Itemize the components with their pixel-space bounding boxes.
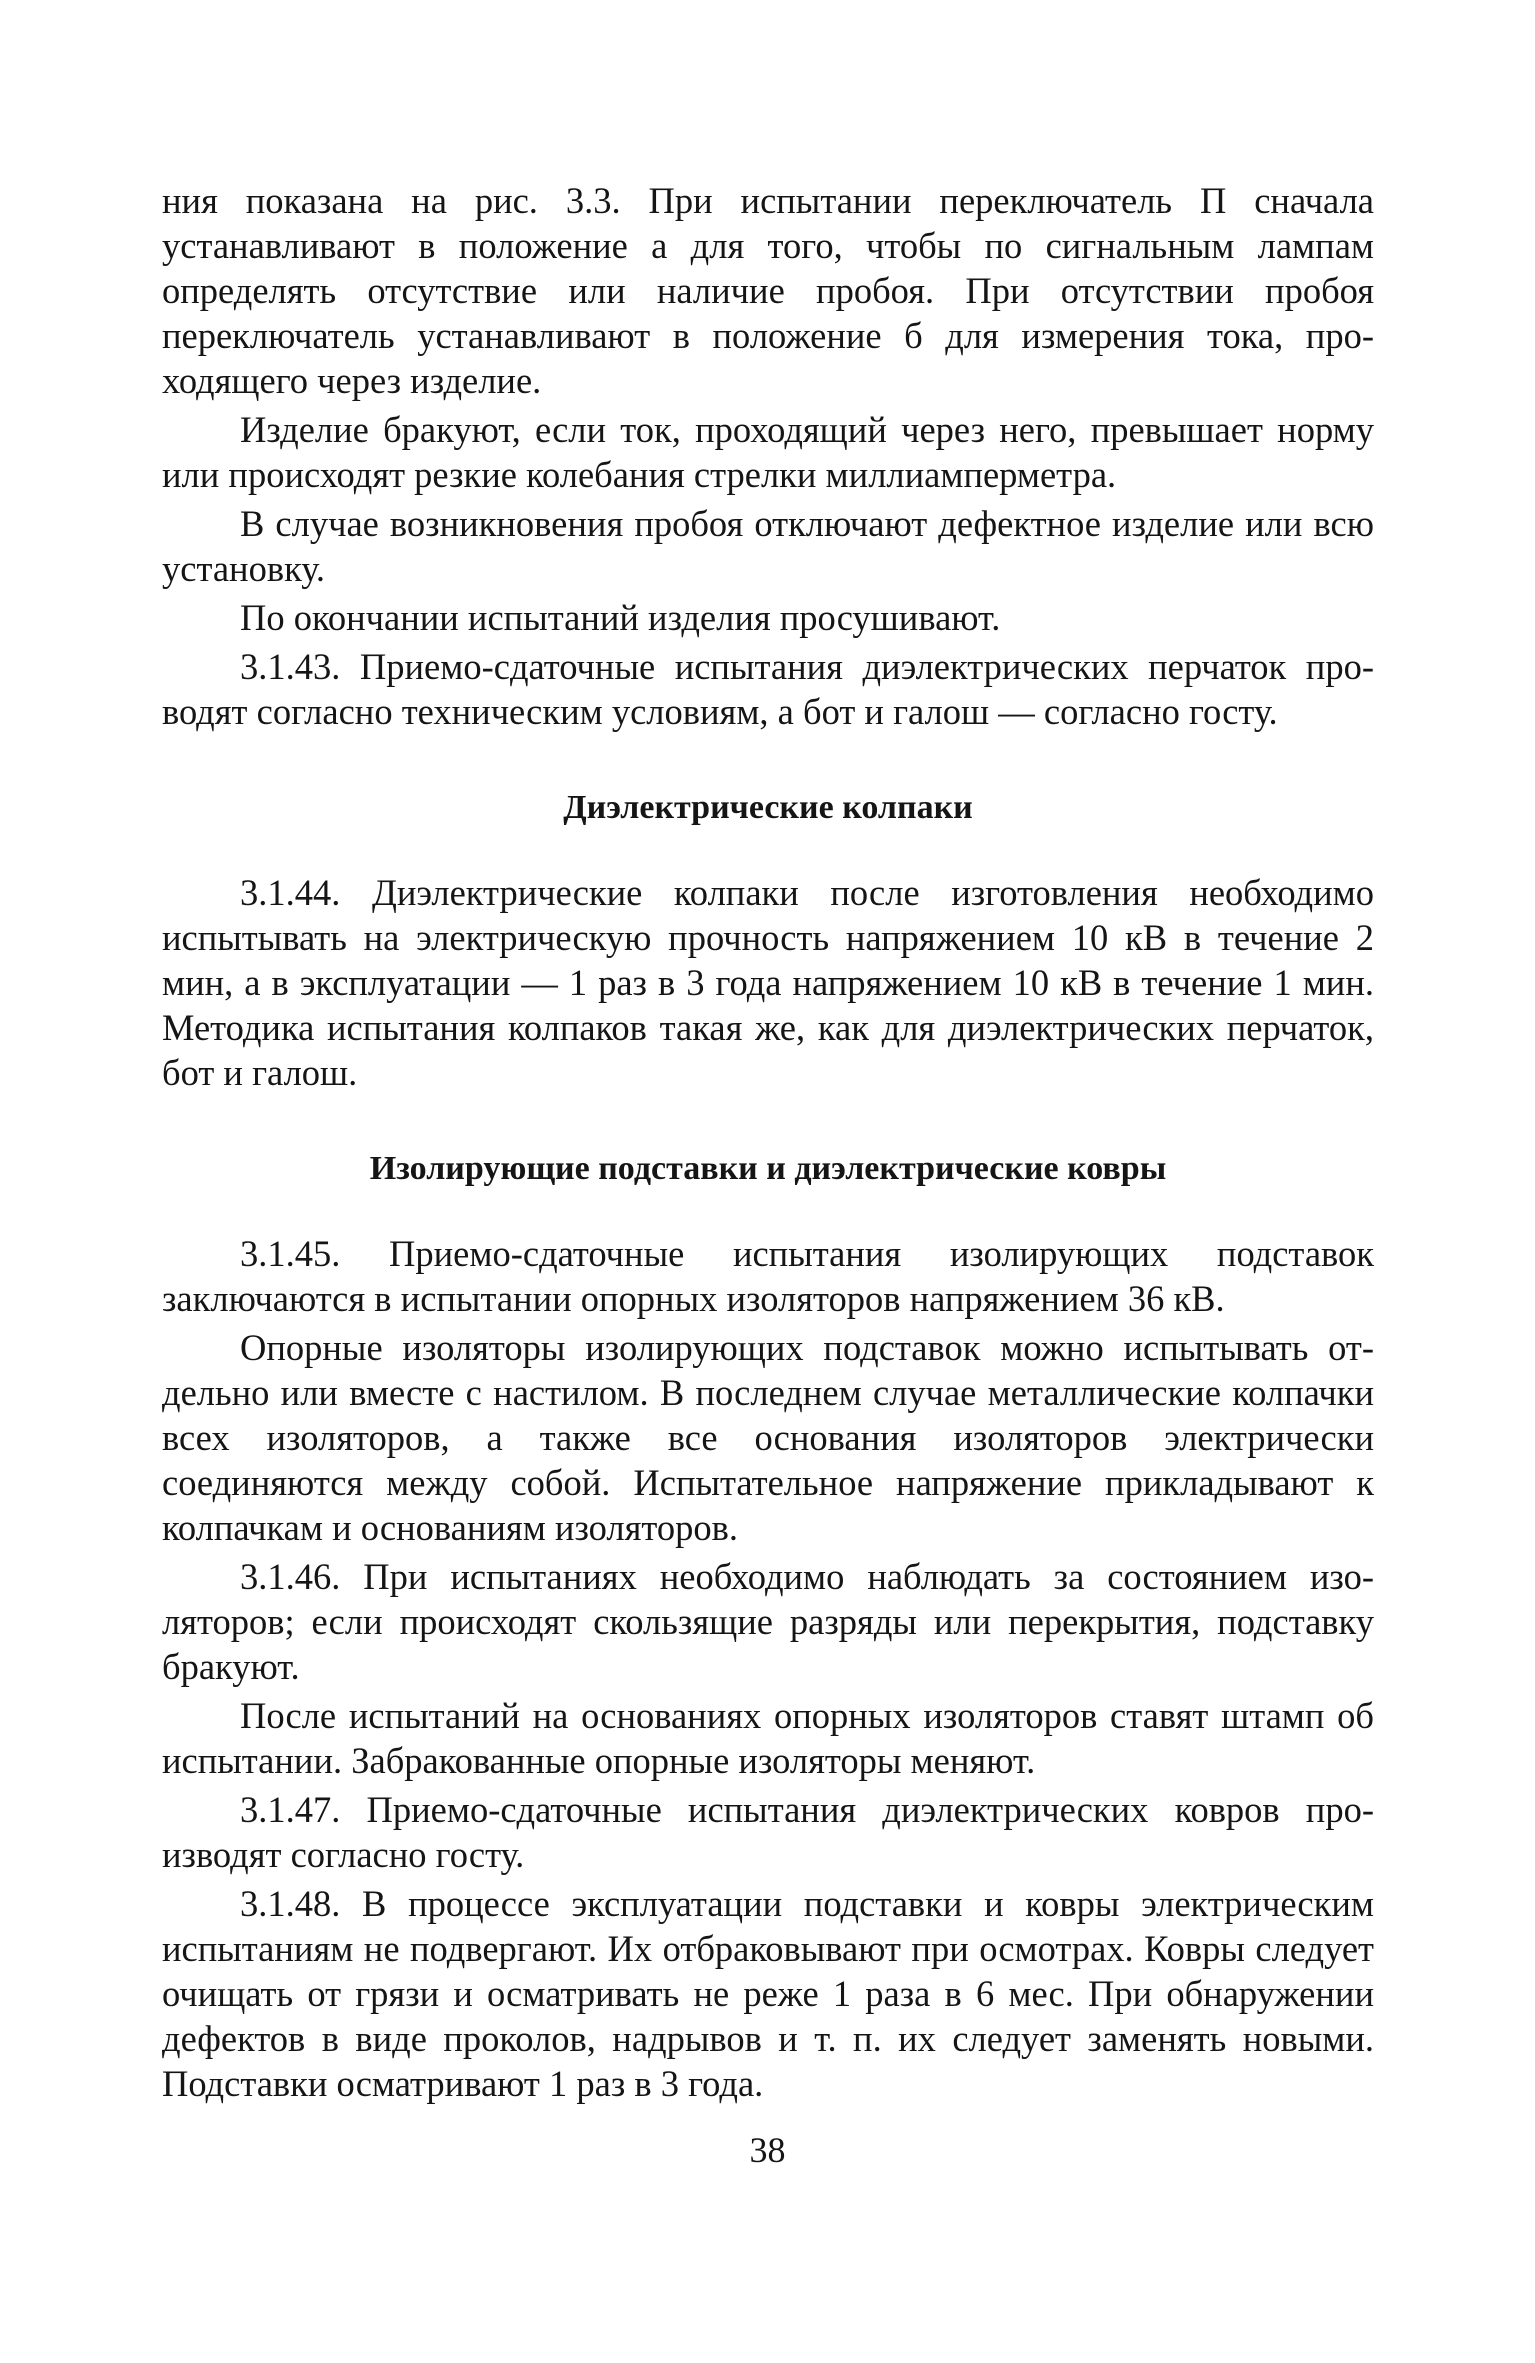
paragraph-3-1-43: 3.1.43. Приемо-сдаточные испытания диэлектрических перчаток проводят согласно техническим условиям, а бот и галош — согласно госту. (162, 646, 1374, 732)
paragraph-intro-continuation: ния показана на рис. 3.3. При испытании переключатель П сначала устанавливают в положение а для того, чтобы по сигнальным лампам определять отсутствие или наличие пробоя. При отсутствии пробоя переключатель устанавливают в положение б для измерения тока, проходящего через изделие. (162, 180, 1374, 401)
section-heading-insulating-stands: Изолирующие подставки и диэлектрические ковры (369, 1150, 1167, 1187)
paragraph-3-1-45: 3.1.45. Приемо-сдаточные испытания изолирующих подставок заключаются в испытании опорных изоляторов напряжением 36 кВ. (162, 1233, 1374, 1319)
page-body (162, 178, 1374, 2106)
page-number: 38 (749, 2130, 786, 2170)
paragraph-stamp: После испытаний на основаниях опорных изоляторов ставят штамп об испытании. Забракованные опорные изоляторы меняют. (162, 1695, 1374, 1781)
paragraph-drying: По окончании испытаний изделия просушивают. (240, 597, 1001, 638)
paragraph-support-insulators: Опорные изоляторы изолирующих подставок можно испытывать отдельно или вместе с настилом. В последнем случае металлические колпачки всех изоляторов, а также все основания изоляторов электрически соединяются между собой. Испытательное напряжение прикладывают к колпачкам и основаниям изоляторов. (162, 1327, 1374, 1548)
paragraph-breakdown: В случае возникновения пробоя отключают дефектное изделие или всю установку. (162, 503, 1374, 589)
paragraph-reject-criteria: Изделие бракуют, если ток, проходящий через него, превышает норму или происходят резкие колебания стрелки миллиамперметра. (162, 409, 1374, 495)
paragraph-3-1-48: 3.1.48. В процессе эксплуатации подставки и ковры электрическим испытаниям не подвергают. Их отбраковывают при осмотрах. Ковры следует очищать от грязи и осматривать не реже 1 раза в 6 мес. При обнаружении дефектов в виде проколов, надрывов и т. п. их следует заменять новыми. Подставки осматривают 1 раз в 3 года. (162, 1883, 1374, 2104)
paragraph-3-1-46: 3.1.46. При испытаниях необходимо наблюдать за состоянием изоляторов; если происходят скользящие разряды или перекрытия, подставку бракуют. (162, 1556, 1374, 1687)
paragraph-3-1-47: 3.1.47. Приемо-сдаточные испытания диэлектрических ковров производят согласно госту. (162, 1789, 1374, 1875)
paragraph-3-1-44: 3.1.44. Диэлектрические колпаки после изготовления необходимо испытывать на электрическую прочность напряжением 10 кВ в течение 2 мин, а в эксплуатации — 1 раз в 3 года напряжением 10 кВ в течение 1 мин. Методика испытания колпаков такая же, как для диэлектрических перчаток, бот и галош. (162, 872, 1374, 1093)
section-heading-dielectric-caps: Диэлектрические колпаки (563, 789, 973, 826)
